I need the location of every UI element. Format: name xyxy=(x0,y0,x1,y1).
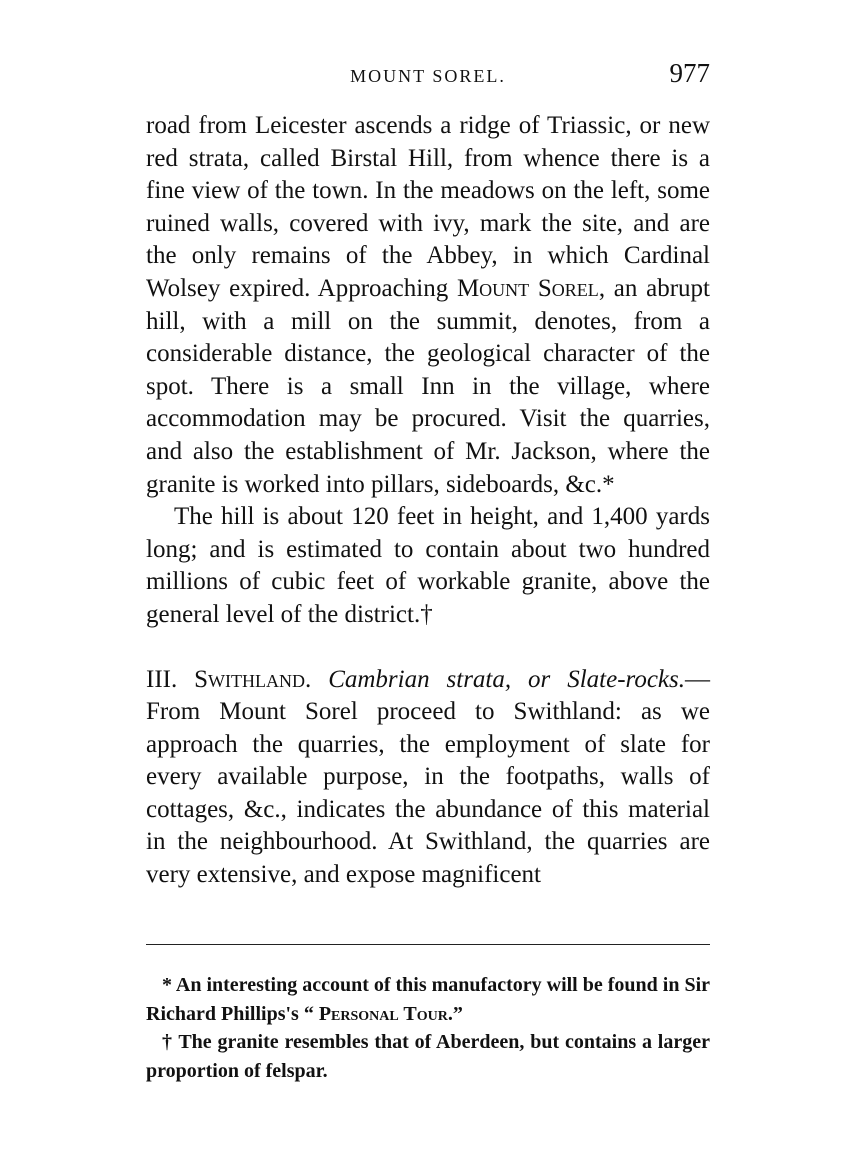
running-head-title: MOUNT SOREL. xyxy=(350,66,506,86)
paragraph-text: road from Leicester ascends a ridge of Triassic, or new red strata, called Birstal Hill, from whence there is a fine view of the town. In the meadows on the left, some ruined walls, covered with ivy, mark the site, and are the only remains of the Abbey, in which Cardinal Wolsey expired. Approaching xyxy=(146,112,710,302)
footnote-text: .” xyxy=(447,1002,463,1025)
paragraph-hill-dimensions: The hill is about 120 feet in height, and 1,400 yards long; and is estimated to contain about two hundred millions of cubic feet of workable granite, above the general level of the district.† xyxy=(146,503,710,628)
small-caps-place-name: Mount Sorel xyxy=(456,274,599,302)
section-title-dot: . xyxy=(305,665,329,693)
footnote-divider xyxy=(146,944,710,945)
footnote-book-title: Personal Tour xyxy=(318,1002,448,1025)
section-number: III. xyxy=(146,665,195,693)
running-head xyxy=(146,58,710,92)
section-text: —From Mount Sorel proceed to Swithland: as we approach the quarries, the employment of slate for every available purpose, in the footpaths, walls of cottages, &c., indicates the abundance of this material in the neighbourhood. At Swithland, the quarries are very extensive, and expose magnificent xyxy=(146,665,710,889)
footnotes xyxy=(146,971,710,1085)
page-number: 977 xyxy=(669,58,710,88)
footnote-asterisk xyxy=(146,971,710,1028)
paragraph-text: , an abrupt hill, with a mill on the summit, denotes, from a considerable distance, the geological character of the spot. There is a small Inn in the village, where accommodation may be procured. Visit the quarries, and also the establishment of Mr. Jackson, where the granite is worked into pillars, sideboards, &c.* xyxy=(146,274,711,498)
body-text xyxy=(146,110,710,892)
paragraph-mount-sorel xyxy=(146,110,710,501)
footnote-dagger: † The granite resembles that of Aberdeen, but contains a larger proportion of felspar. xyxy=(146,1031,710,1082)
footnote-text: * An interesting account of this manufactory will be found in Sir Richard Phillips's “ xyxy=(146,974,710,1025)
section-title: Swithland xyxy=(194,665,306,693)
section-swithland xyxy=(146,664,710,892)
section-subtitle: Cambrian strata, or Slate-rocks. xyxy=(328,665,685,693)
